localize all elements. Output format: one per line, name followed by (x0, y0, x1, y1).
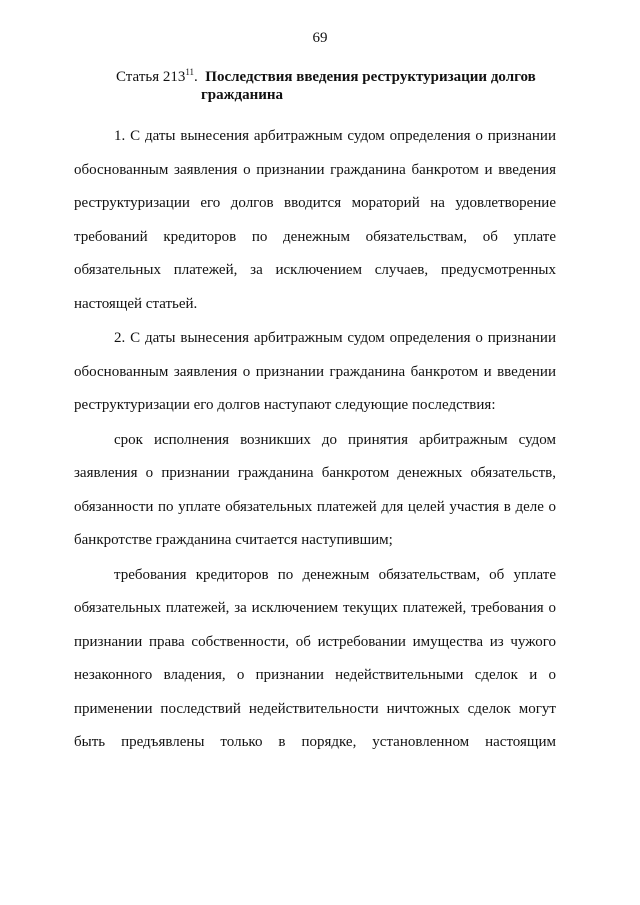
article-title-line2: гражданина (201, 87, 284, 103)
article-heading (116, 68, 576, 104)
article-heading-line1 (116, 68, 576, 86)
paragraph-1: 1. С даты вынесения арбитражным судом определения о признании обоснованным заявления о признании гражданина банкротом и введения реструктуризации его долгов вводится мораторий на удовлетворение требований кредиторов по денежным обязательствам, об уплате обязательных платежей, за исключением случаев, предусмотренных настоящей статьей. (74, 128, 556, 312)
page-number: 69 (312, 30, 328, 46)
article-dot: . (194, 69, 198, 85)
article-title-line1: Последствия введения реструктуризации долгов (205, 69, 536, 85)
article-superscript: 11 (185, 67, 195, 77)
article-body (74, 120, 556, 760)
paragraph-4: требования кредиторов по денежным обязательствам, об уплате обязательных платежей, за исключением текущих платежей, требования о признании права собственности, об истребовании имущества из чужого незаконного владения, о признании недействительными сделок и о применении последствий недействительности ничтожных сделок могут быть предъявлены только в порядке, установленном настоящим (74, 566, 556, 750)
paragraph-3: срок исполнения возникших до принятия арбитражным судом заявления о признании гражданина банкротом денежных обязательств, обязанности по уплате обязательных платежей для целей участия в деле о банкротстве гражданина считается наступившим; (74, 431, 556, 548)
article-label: Статья 213 (116, 69, 186, 85)
paragraph-2: 2. С даты вынесения арбитражным судом определения о признании обоснованным заявления о признании гражданина банкротом и введении реструктуризации его долгов наступают следующие последствия: (74, 330, 556, 413)
